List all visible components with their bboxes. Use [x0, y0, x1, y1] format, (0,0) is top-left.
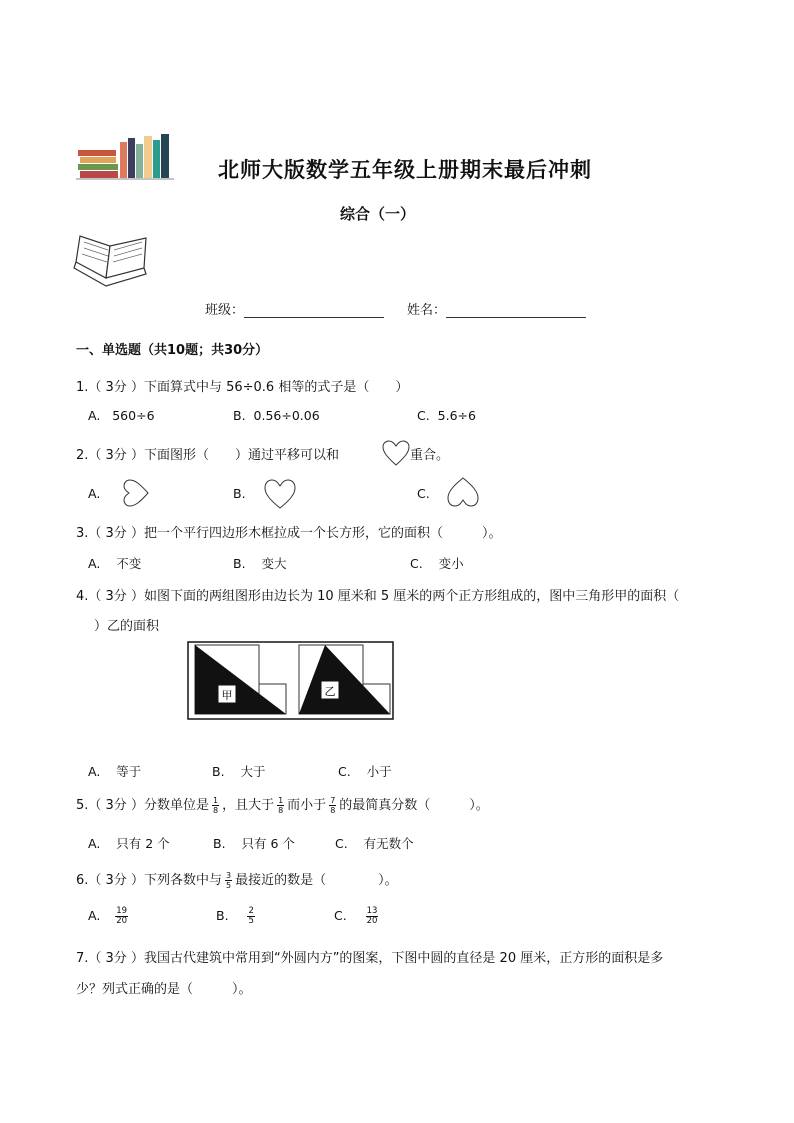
- heart-icon: [381, 439, 411, 467]
- question-6: 6.（ 3分 ）下列各数中与 $\frac{3}{5}$ 最接近的数是（ ）。: [76, 871, 398, 890]
- q2-option-b-label[interactable]: B.: [233, 486, 246, 501]
- question-7: 7.（ 3分 ）我国古代建筑中常用到“外圆内方”的图案，下图中圆的直径是 20 厘米，正方形的面积是多: [76, 951, 664, 966]
- class-blank[interactable]: [244, 303, 384, 318]
- heart-upright-icon[interactable]: [263, 478, 297, 510]
- q4-option-a[interactable]: A. 等于: [88, 764, 142, 779]
- question-3: 3.（ 3分 ）把一个平行四边形木框拉成一个长方形，它的面积（ ）。: [76, 526, 502, 541]
- q3-option-a[interactable]: A. 不变: [88, 556, 142, 571]
- page-title: 北师大版数学五年级上册期末最后冲刺: [218, 157, 592, 182]
- q5-option-b[interactable]: B. 只有 6 个: [213, 836, 295, 851]
- fraction: $\frac{7}{8}$: [330, 796, 336, 815]
- fraction: $\frac{1}{8}$: [212, 796, 219, 815]
- q1-option-c[interactable]: C. 5.6÷6: [417, 408, 476, 423]
- question-1: 1.（ 3分 ）下面算式中与 56÷0.6 相等的式子是（ ）: [76, 380, 409, 395]
- q6-option-c[interactable]: C. $\frac{13}{20}$: [334, 906, 378, 926]
- class-field: [205, 299, 384, 318]
- squares-triangles-figure: [187, 641, 395, 721]
- heart-rotated-icon[interactable]: [116, 476, 150, 510]
- q1-option-b[interactable]: B. 0.56÷0.06: [233, 408, 320, 423]
- name-field: [407, 299, 586, 318]
- q4-option-b[interactable]: B. 大于: [212, 764, 266, 779]
- q5-option-a[interactable]: A. 只有 2 个: [88, 836, 170, 851]
- heart-inverted-icon[interactable]: [446, 476, 480, 510]
- q4-option-c[interactable]: C. 小于: [338, 764, 392, 779]
- section-heading: 一、单选题（共10题；共30分）: [76, 343, 269, 358]
- question-2: 2.（ 3分 ）下面图形（ ）通过平移可以和: [76, 448, 339, 463]
- q6-option-a[interactable]: A. $\frac{19}{20}$: [88, 906, 128, 926]
- q2-option-c-label[interactable]: C.: [417, 486, 430, 501]
- name-label: 姓名：: [407, 303, 447, 318]
- q3-option-c[interactable]: C. 变小: [410, 556, 464, 571]
- question-5: 5.（ 3分 ）分数单位是 $\frac{1}{8}$ ，且大于 $\frac{1}{8}$ 而小于 $\frac{7}{8}$ 的最简真分数（ ）。: [76, 796, 489, 815]
- fraction: $\frac{1}{8}$: [278, 796, 284, 815]
- q5-option-c[interactable]: C. 有无数个: [335, 836, 414, 851]
- books-image: [76, 132, 176, 182]
- q3-option-b[interactable]: B. 变大: [233, 556, 287, 571]
- question-4-line2: ）乙的面积: [94, 619, 160, 634]
- question-2-tail: 重合。: [410, 448, 450, 463]
- figure-label-jia: 甲: [221, 689, 233, 702]
- page-subtitle: 综合（一）: [340, 205, 416, 223]
- question-7-line2: 少？列式正确的是（ ）。: [76, 982, 252, 997]
- q1-option-a[interactable]: A. 560÷6: [88, 408, 155, 423]
- q6-option-b[interactable]: B. $\frac{2}{5}$: [216, 906, 254, 926]
- figure-label-yi: 乙: [324, 685, 336, 698]
- q2-option-a-label[interactable]: A.: [88, 486, 101, 501]
- open-book-image: [70, 232, 152, 292]
- name-blank[interactable]: [446, 303, 586, 318]
- question-4: 4.（ 3分 ）如图下面的两组图形由边长为 10 厘米和 5 厘米的两个正方形组成的，图中三角形甲的面积（: [76, 589, 680, 604]
- class-label: 班级：: [205, 303, 245, 318]
- fraction: $\frac{3}{5}$: [225, 871, 232, 890]
